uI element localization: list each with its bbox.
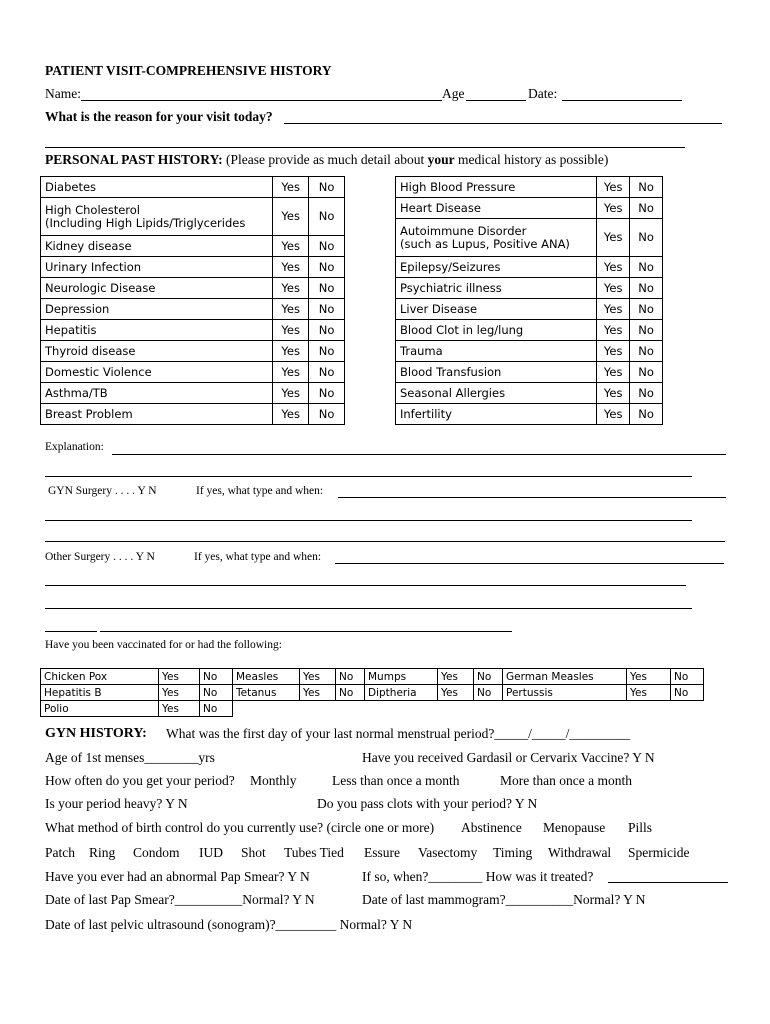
bc-option-essure[interactable]: Essure (364, 845, 400, 860)
vaccine-yes-option[interactable]: Yes (438, 685, 474, 701)
explanation-field[interactable] (112, 454, 726, 455)
age-label: Age (442, 86, 465, 101)
vaccine-row (41, 701, 704, 717)
no-option[interactable]: No (630, 404, 663, 425)
history-row-left (41, 341, 345, 362)
yes-option[interactable]: Yes (597, 219, 630, 257)
personal-history-heading (45, 152, 608, 168)
gyn-surgery-field-line-2[interactable] (45, 520, 692, 521)
last-pap-question: Date of last Pap Smear?__________Normal? Y N (45, 892, 315, 907)
condition-detail: (Including High Lipids/Triglycerides (45, 215, 246, 230)
yes-option[interactable]: Yes (597, 177, 630, 198)
history-row-right (396, 278, 663, 299)
no-option[interactable]: No (309, 341, 345, 362)
no-option[interactable]: No (630, 257, 663, 278)
vaccine-question: Have you been vaccinated for or had the following: (45, 639, 282, 651)
reason-question: What is the reason for your visit today? (45, 109, 273, 124)
yes-option[interactable]: Yes (273, 299, 309, 320)
no-option[interactable]: No (309, 257, 345, 278)
history-table-right (395, 176, 663, 425)
condition-label (396, 278, 597, 299)
condition-label (41, 341, 273, 362)
yes-option[interactable]: Yes (273, 404, 309, 425)
personal-history-note-1: (Please provide as much detail about (225, 152, 425, 167)
history-row-right (396, 177, 663, 198)
no-option[interactable]: No (630, 198, 663, 219)
history-row-left (41, 362, 345, 383)
bc-option-condom[interactable]: Condom (133, 845, 180, 860)
bc-option-tubes-tied[interactable]: Tubes Tied (284, 845, 344, 860)
condition-name: Kidney disease (45, 238, 132, 253)
no-option[interactable]: No (309, 362, 345, 383)
history-row-left (41, 404, 345, 425)
condition-label (41, 383, 273, 404)
yes-option[interactable]: Yes (597, 278, 630, 299)
yes-option[interactable]: Yes (273, 236, 309, 257)
no-option[interactable]: No (630, 177, 663, 198)
vaccine-no-option[interactable]: No (474, 685, 503, 701)
gyn-surgery-field[interactable] (338, 497, 726, 498)
condition-name: High Cholesterol (45, 202, 140, 217)
vaccine-no-option[interactable]: No (336, 669, 365, 685)
vaccine-name: German Measles (503, 669, 627, 685)
date-label: Date: (528, 86, 558, 101)
no-option[interactable]: No (309, 236, 345, 257)
condition-label (396, 299, 597, 320)
gyn-surgery-ifyes: If yes, what type and when: (196, 485, 324, 497)
condition-name: Epilepsy/Seizures (400, 259, 501, 274)
condition-name: Thyroid disease (45, 343, 136, 358)
vaccine-yes-option (627, 701, 671, 717)
condition-label (396, 383, 597, 404)
abnormal-pap-question: Have you ever had an abnormal Pap Smear? Y N (45, 869, 310, 884)
yes-option[interactable]: Yes (273, 362, 309, 383)
no-option[interactable]: No (309, 177, 345, 198)
vaccine-yes-option (438, 701, 474, 717)
clots-question: Do you pass clots with your period? Y N (317, 796, 538, 811)
other-surgery-field-line-4b[interactable] (100, 631, 512, 632)
condition-label (41, 198, 273, 236)
vaccine-no-option[interactable]: No (200, 701, 233, 717)
history-row-right (396, 383, 663, 404)
bc-option-spermicide[interactable]: Spermicide (628, 845, 690, 860)
history-table-left (40, 176, 345, 425)
no-option[interactable]: No (309, 299, 345, 320)
birth-control-question: What method of birth control do you currently use? (circle one or more) (45, 820, 435, 835)
history-row-right (396, 341, 663, 362)
gyn-surgery-field-line-3[interactable] (45, 541, 725, 542)
condition-label (41, 362, 273, 383)
condition-name: Psychiatric illness (400, 280, 502, 295)
condition-name: Blood Transfusion (400, 364, 502, 379)
bc-option-menopause[interactable]: Menopause (543, 820, 606, 835)
vaccine-no-option[interactable]: No (336, 685, 365, 701)
form-title: PATIENT VISIT-COMPREHENSIVE HISTORY (45, 63, 332, 78)
vaccine-name: Measles (233, 669, 300, 685)
yes-option[interactable]: Yes (597, 198, 630, 219)
history-row-right (396, 299, 663, 320)
vaccine-no-option (336, 701, 365, 717)
condition-name: Heart Disease (400, 200, 481, 215)
vaccine-name (365, 701, 438, 717)
vaccine-row (41, 669, 704, 685)
yes-option[interactable]: Yes (273, 257, 309, 278)
yes-option[interactable]: Yes (597, 383, 630, 404)
vaccine-name: Tetanus (233, 685, 300, 701)
other-surgery-ifyes: If yes, what type and when: (194, 551, 322, 563)
history-row-left (41, 278, 345, 299)
other-surgery-field-line-3[interactable] (45, 608, 692, 609)
bc-option-timing[interactable]: Timing (493, 845, 533, 860)
vaccine-table (40, 668, 704, 717)
condition-name: Asthma/TB (45, 385, 108, 400)
vaccine-no-option (474, 701, 503, 717)
yes-option[interactable]: Yes (273, 341, 309, 362)
condition-name: Blood Clot in leg/lung (400, 322, 524, 337)
condition-name: Breast Problem (45, 406, 133, 421)
bc-option-iud[interactable]: IUD (199, 845, 223, 860)
yes-option[interactable]: Yes (273, 320, 309, 341)
no-option[interactable]: No (309, 278, 345, 299)
condition-label (396, 257, 597, 278)
bc-option-abstinence[interactable]: Abstinence (461, 820, 522, 835)
no-option[interactable]: No (309, 383, 345, 404)
condition-name: Neurologic Disease (45, 280, 156, 295)
condition-name: Hepatitis (45, 322, 97, 337)
condition-name: Trauma (400, 343, 443, 358)
yes-option[interactable]: Yes (597, 341, 630, 362)
no-option[interactable]: No (630, 320, 663, 341)
option-less-than-monthly[interactable]: Less than once a month (332, 773, 460, 788)
bc-option-pills[interactable]: Pills (628, 820, 653, 835)
vaccine-yes-option[interactable]: Yes (627, 669, 671, 685)
other-surgery-field[interactable] (335, 563, 724, 564)
vaccine-name: Hepatitis B (41, 685, 159, 701)
vaccine-no-option[interactable]: No (474, 669, 503, 685)
gardasil-question: Have you received Gardasil or Cervarix Vaccine? Y N (362, 750, 655, 765)
condition-label (41, 320, 273, 341)
vaccine-name: Mumps (365, 669, 438, 685)
yes-option[interactable]: Yes (597, 257, 630, 278)
condition-label (396, 362, 597, 383)
no-option[interactable]: No (309, 320, 345, 341)
vaccine-no-option[interactable]: No (200, 685, 233, 701)
vaccine-yes-option[interactable]: Yes (438, 669, 474, 685)
condition-label (41, 177, 273, 198)
no-option[interactable]: No (309, 404, 345, 425)
vaccine-yes-option[interactable]: Yes (300, 685, 336, 701)
last-ultrasound-question: Date of last pelvic ultrasound (sonogram)?_________ Normal? Y N (45, 917, 413, 932)
vaccine-name: Pertussis (503, 685, 627, 701)
bc-option-vasectomy[interactable]: Vasectomy (418, 845, 478, 860)
yes-option[interactable]: Yes (597, 299, 630, 320)
condition-label (41, 299, 273, 320)
option-more-than-monthly[interactable]: More than once a month (500, 773, 632, 788)
no-option[interactable]: No (630, 299, 663, 320)
age-field[interactable] (466, 100, 526, 101)
no-option[interactable]: No (630, 383, 663, 404)
condition-name: Domestic Violence (45, 364, 152, 379)
gyn-history-heading: GYN HISTORY: (45, 726, 147, 741)
history-row-right (396, 362, 663, 383)
personal-history-title: PERSONAL PAST HISTORY: (45, 152, 223, 167)
reason-field-line-2[interactable] (45, 147, 685, 148)
no-option[interactable]: No (630, 362, 663, 383)
name-label: Name: (45, 86, 81, 101)
yes-option[interactable]: Yes (273, 278, 309, 299)
other-surgery-field-line-4a[interactable] (45, 631, 97, 632)
history-row-left (41, 177, 345, 198)
pap-treatment-field[interactable] (608, 882, 728, 883)
condition-name: Diabetes (45, 179, 97, 194)
personal-history-note-bold: your (427, 152, 455, 167)
condition-label (396, 404, 597, 425)
other-surgery-label: Other Surgery . . . . Y N (45, 551, 155, 563)
explanation-label: Explanation: (45, 441, 104, 453)
explanation-field-line-2[interactable] (45, 476, 692, 477)
vaccine-yes-option[interactable]: Yes (159, 669, 200, 685)
condition-label (41, 404, 273, 425)
personal-history-note-2: medical history as possible) (458, 152, 609, 167)
reason-field[interactable] (284, 123, 722, 124)
bc-option-withdrawal[interactable]: Withdrawal (548, 845, 612, 860)
period-frequency-question: How often do you get your period? (45, 773, 235, 788)
lmp-question: What was the first day of your last normal menstrual period?_____/_____/_________ (166, 726, 631, 741)
condition-name: Infertility (400, 406, 452, 421)
other-surgery-field-line-2[interactable] (45, 585, 686, 586)
condition-label (396, 177, 597, 198)
history-row-left (41, 383, 345, 404)
history-row-left (41, 320, 345, 341)
bc-option-ring[interactable]: Ring (89, 845, 116, 860)
no-option[interactable]: No (309, 198, 345, 236)
no-option[interactable]: No (630, 278, 663, 299)
yes-option[interactable]: Yes (597, 362, 630, 383)
condition-label (41, 257, 273, 278)
vaccine-yes-option[interactable]: Yes (300, 669, 336, 685)
history-row-left (41, 257, 345, 278)
vaccine-yes-option[interactable]: Yes (159, 701, 200, 717)
yes-option[interactable]: Yes (273, 198, 309, 236)
history-row-left (41, 236, 345, 257)
condition-detail: (such as Lupus, Positive ANA) (400, 236, 570, 251)
vaccine-no-option[interactable]: No (671, 669, 704, 685)
history-row-right (396, 198, 663, 219)
date-field[interactable] (562, 100, 682, 101)
no-option[interactable]: No (630, 219, 663, 257)
option-monthly[interactable]: Monthly (250, 773, 297, 788)
condition-label (41, 278, 273, 299)
no-option[interactable]: No (630, 341, 663, 362)
bc-option-patch[interactable]: Patch (45, 845, 75, 860)
vaccine-no-option (671, 701, 704, 717)
vaccine-row (41, 685, 704, 701)
history-row-left (41, 198, 345, 236)
condition-name: Autoimmune Disorder (400, 223, 527, 238)
vaccine-name (503, 701, 627, 717)
condition-name: Urinary Infection (45, 259, 142, 274)
pap-when-question: If so, when?________ How was it treated? (362, 869, 594, 884)
history-row-left (41, 299, 345, 320)
yes-option[interactable]: Yes (597, 404, 630, 425)
history-row-right (396, 320, 663, 341)
yes-option[interactable]: Yes (273, 177, 309, 198)
vaccine-name: Polio (41, 701, 159, 717)
vaccine-no-option[interactable]: No (200, 669, 233, 685)
yes-option[interactable]: Yes (273, 383, 309, 404)
vaccine-yes-option (300, 701, 336, 717)
heavy-period-question: Is your period heavy? Y N (45, 796, 188, 811)
condition-label (396, 219, 597, 257)
yes-option[interactable]: Yes (597, 320, 630, 341)
vaccine-name (233, 701, 300, 717)
condition-name: High Blood Pressure (400, 179, 516, 194)
menses-age-question: Age of 1st menses________yrs (45, 750, 215, 765)
name-field[interactable] (81, 100, 442, 101)
vaccine-no-option[interactable]: No (671, 685, 704, 701)
vaccine-name: Diptheria (365, 685, 438, 701)
vaccine-yes-option[interactable]: Yes (627, 685, 671, 701)
condition-name: Depression (45, 301, 110, 316)
vaccine-name: Chicken Pox (41, 669, 159, 685)
history-row-right (396, 219, 663, 257)
condition-label (396, 320, 597, 341)
history-row-right (396, 257, 663, 278)
condition-name: Liver Disease (400, 301, 478, 316)
condition-label (396, 341, 597, 362)
condition-label (396, 198, 597, 219)
history-row-right (396, 404, 663, 425)
vaccine-yes-option[interactable]: Yes (159, 685, 200, 701)
gyn-surgery-label: GYN Surgery . . . . Y N (48, 485, 157, 497)
bc-option-shot[interactable]: Shot (241, 845, 266, 860)
condition-label (41, 236, 273, 257)
last-mammogram-question: Date of last mammogram?__________Normal? Y N (362, 892, 646, 907)
condition-name: Seasonal Allergies (400, 385, 506, 400)
